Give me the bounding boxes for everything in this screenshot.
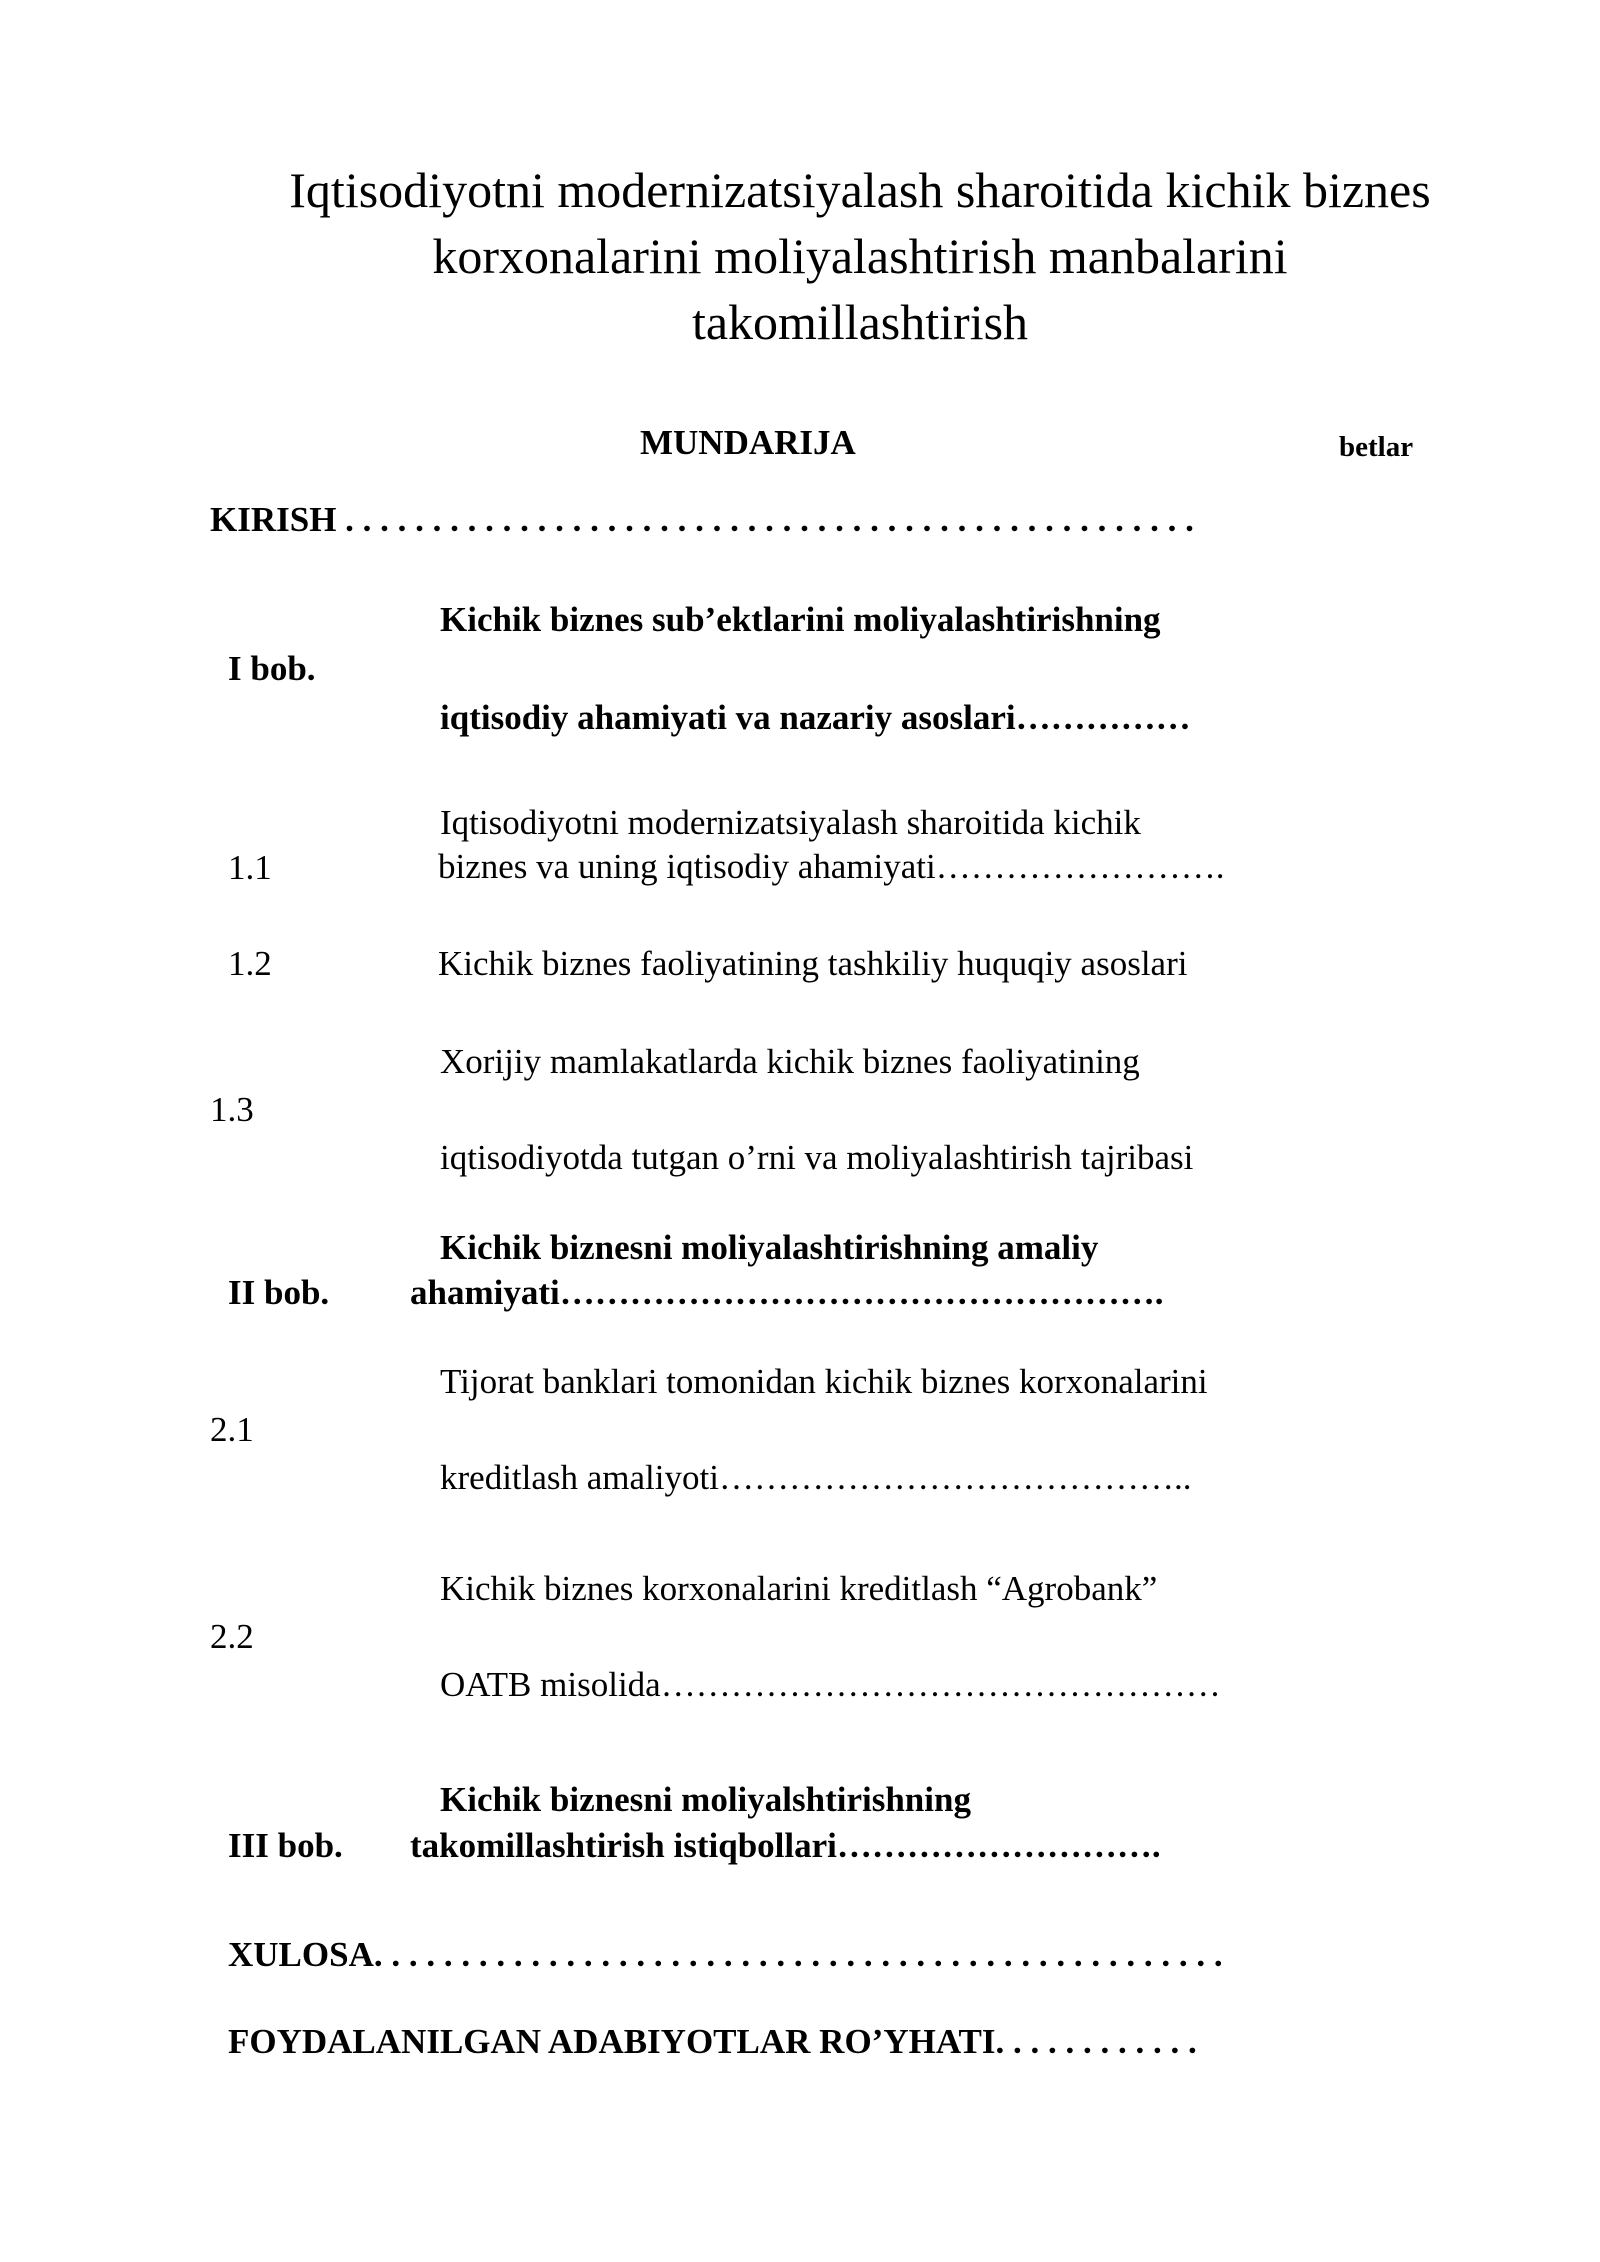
pages-heading: betlar (1339, 431, 1414, 463)
toc-section-2-2-title-line-1: Kichik biznes korxonalarini kreditlash “Agrobank” (440, 1569, 1158, 1608)
toc-section-2-2-number: 2.2 (210, 1617, 254, 1656)
toc-chapter-1-title-line-2: iqtisodiy ahamiyati va nazariy asoslari…………… (440, 698, 1191, 737)
document-title-line-1: Iqtisodiyotni modernizatsiyalash sharoitida kichik biznes (289, 162, 1431, 218)
toc-section-1-3-number: 1.3 (210, 1090, 254, 1129)
toc-references: FOYDALANILGAN ADABIYOTLAR RO’YHATI. . . . . . . . . . . . (228, 2022, 1197, 2061)
toc-chapter-2-title-line-1: Kichik biznesni moliyalashtirishning amaliy (440, 1228, 1099, 1267)
toc-section-1-2-number: 1.2 (228, 944, 272, 983)
toc-section-1-3-title-line-1: Xorijiy mamlakatlarda kichik biznes faoliyatining (440, 1042, 1140, 1081)
toc-section-1-1-number: 1.1 (228, 848, 272, 887)
toc-conclusion: XULOSA. . . . . . . . . . . . . . . . . . . . . . . . . . . . . . . . . . . . . . . . . . . . . . . . . (228, 1935, 1223, 1974)
toc-chapter-3-title-line-2: takomillashtirish istiqbollari………………………. (410, 1826, 1161, 1865)
toc-chapter-2-number: II bob. (228, 1273, 330, 1312)
toc-section-2-1-title-line-1: Tijorat banklari tomonidan kichik biznes korxonalarini (440, 1362, 1208, 1401)
toc-intro: KIRISH . . . . . . . . . . . . . . . . . . . . . . . . . . . . . . . . . . . . . . . . . . . . . . . . . (210, 500, 1194, 539)
toc-chapter-1-title-line-1: Kichik biznes sub’ektlarini moliyalashtirishning (440, 600, 1161, 639)
toc-section-1-1-title-line-1: Iqtisodiyotni modernizatsiyalash sharoitida kichik (440, 803, 1141, 842)
toc-section-2-2-title-line-2: OATB misolida………………………………………… (440, 1665, 1221, 1704)
toc-section-1-2-title: Kichik biznes faoliyatining tashkiliy huquqiy asoslari (438, 944, 1188, 983)
toc-chapter-3-title-line-1: Kichik biznesni moliyalshtirishning (440, 1780, 971, 1819)
toc-chapter-2-title-line-2: ahamiyati……………………………………………. (410, 1273, 1164, 1312)
toc-chapter-1-number: I bob. (228, 649, 316, 688)
toc-section-1-3-title-line-2: iqtisodiyotda tutgan o’rni va moliyalashtirish tajribasi (440, 1138, 1194, 1177)
toc-section-2-1-number: 2.1 (210, 1410, 254, 1449)
toc-section-1-1-title-line-2: biznes va uning iqtisodiy ahamiyati……………………. (438, 847, 1225, 886)
toc-chapter-3-number: III bob. (228, 1826, 343, 1865)
document-title-line-3: takomillashtirish (691, 294, 1029, 350)
toc-section-2-1-title-line-2: kreditlash amaliyoti………………………………….. (440, 1458, 1192, 1497)
toc-heading: MUNDARIJA (640, 423, 856, 462)
document-title-line-2: korxonalarini moliyalashtirish manbalarini (432, 228, 1288, 284)
